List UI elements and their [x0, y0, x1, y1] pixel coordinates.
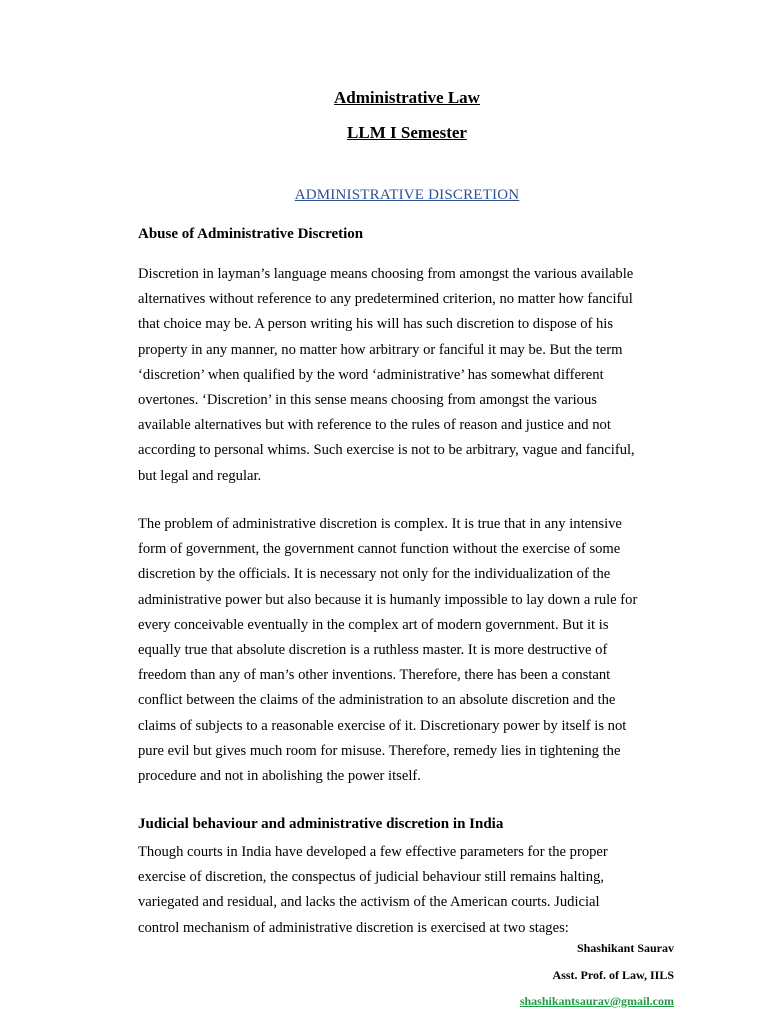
paragraph-line: discretion by the officials. It is necessary not only for the individualization of the	[138, 566, 611, 583]
paragraph-line: claims of subjects to a reasonable exercise of it. Discretionary power by itself is not	[138, 717, 627, 734]
paragraph-line: control mechanism of administrative discretion is exercised at two stages:	[138, 919, 569, 936]
section-heading: ADMINISTRATIVE DISCRETION	[294, 187, 520, 203]
paragraph-line: procedure and not in abolishing the power itself.	[138, 767, 421, 784]
paragraph-line: Though courts in India have developed a few effective parameters for the proper	[138, 844, 608, 860]
author-position: Asst. Prof. of Law, IILS	[552, 968, 674, 982]
paragraph-line: variegated and residual, and lacks the activism of the American courts. Judicial	[138, 894, 600, 911]
paragraph-line: The problem of administrative discretion is complex. It is true that in any intensive	[138, 516, 622, 532]
paragraph-line: available alternatives but with reference to the rules of reason and justice and not	[138, 417, 611, 434]
subheading-judicial: Judicial behaviour and administrative discretion in India	[138, 816, 504, 832]
author-name: Shashikant Saurav	[576, 941, 674, 955]
paragraph-line: pure evil but gives much room for misuse. Therefore, remedy lies in tightening the	[138, 742, 621, 759]
author-email-link[interactable]: shashikantsaurav@gmail.com	[519, 994, 674, 1008]
paragraph-line: according to personal whims. Such exercise is not to be arbitrary, vague and fanciful,	[138, 442, 635, 459]
subheading-abuse: Abuse of Administrative Discretion	[138, 226, 364, 242]
paragraph-line: conflict between the claims of the administration to an absolute discretion and the	[138, 692, 616, 709]
paragraph-line: equally true that absolute discretion is a ruthless master. It is more destructive of	[138, 641, 608, 658]
document-title: Administrative Law	[334, 88, 480, 107]
paragraph-line: form of government, the government cannot function without the exercise of some	[138, 541, 621, 558]
paragraph-2	[138, 512, 678, 789]
paragraph-line: alternatives without reference to any predetermined criterion, no matter how fanciful	[138, 291, 633, 308]
paragraph-line: Discretion in layman’s language means choosing from amongst the various available	[138, 266, 634, 282]
paragraph-line: every conceivable eventually in the complex art of modern government. But it is	[138, 616, 609, 633]
paragraph-line: but legal and regular.	[138, 467, 262, 484]
paragraph-line: administrative power but also because it is humanly impossible to lay down a rule for	[138, 591, 638, 608]
paragraph-line: freedom than any of man’s other inventions. Therefore, there has been a constant	[138, 667, 611, 684]
paragraph-line: exercise of discretion, the conspectus of judicial behaviour still remains halting,	[138, 869, 605, 886]
paragraph-1	[138, 262, 678, 489]
paragraph-3	[138, 840, 678, 941]
document-subtitle: LLM I Semester	[347, 123, 467, 142]
paragraph-line: overtones. ‘Discretion’ in this sense means choosing from amongst the various	[138, 391, 597, 408]
paragraph-line: ‘discretion’ when qualified by the word ‘administrative’ has somewhat different	[138, 366, 604, 383]
paragraph-line: property in any manner, no matter how arbitrary or fanciful it may be. But the term	[138, 341, 623, 358]
paragraph-line: that choice may be. A person writing his will has such discretion to dispose of his	[138, 316, 614, 333]
